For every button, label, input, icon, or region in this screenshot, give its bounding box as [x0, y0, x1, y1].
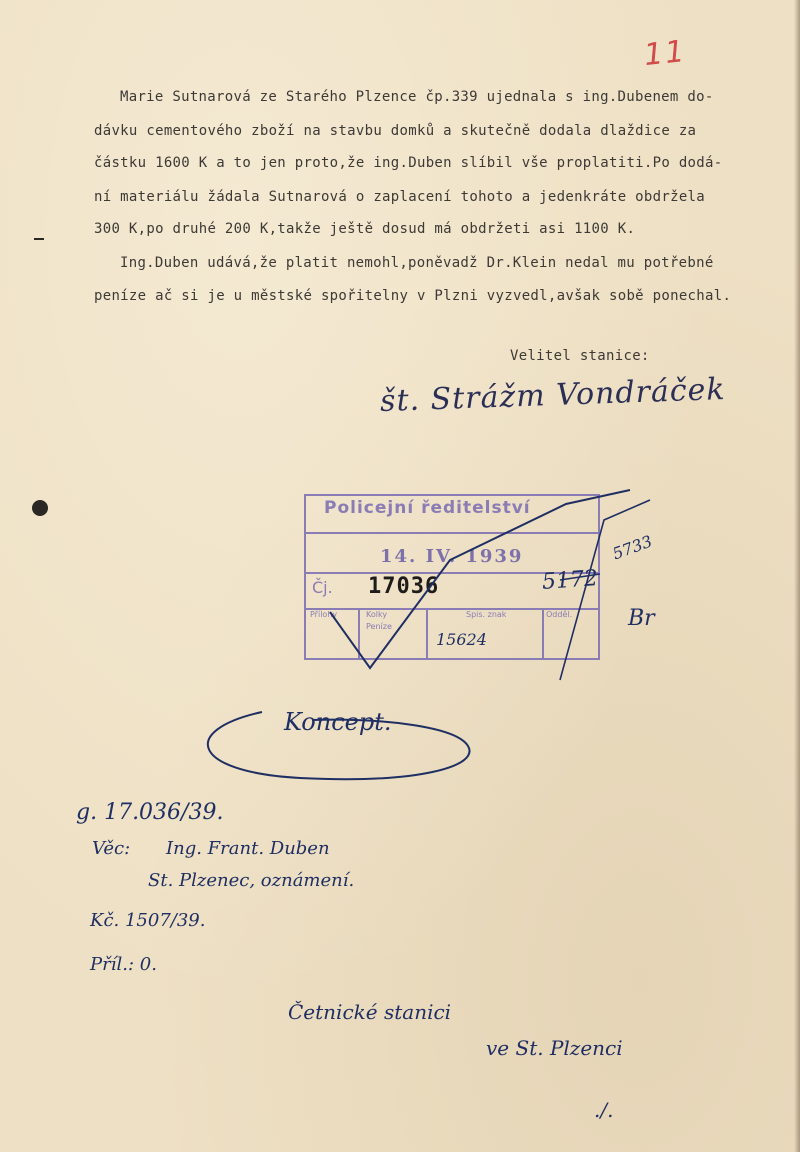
stamp-column-header: Kolky [366, 610, 388, 619]
stamp-handwritten-number-2: 5733 [609, 531, 655, 564]
stamp-column-header: Odděl. [546, 610, 573, 619]
body-line: ní materiálu žádala Sutnarová o zaplacení tohoto a jedenkráte obdržela [94, 189, 706, 205]
stamp-column-divider [426, 608, 428, 660]
stamp-column-header: Peníze [366, 622, 392, 631]
body-line: Marie Sutnarová ze Starého Plzence čp.339 ujednala s ing.Dubenem do- [120, 89, 714, 105]
addressee-line: Četnické stanici [288, 1000, 452, 1024]
stamp-initials: Br [628, 606, 655, 631]
stamp-column-header: Spis. znak [466, 610, 507, 619]
body-line: dávku cementového zboží na stavbu domků a skutečně dodala dlaždice za [94, 123, 697, 139]
folio-number: 11 [642, 33, 688, 74]
body-line: peníze ač si je u městské spořitelny v Plzni vyzvedl,avšak sobě ponechal. [94, 288, 732, 304]
body-line: částku 1600 K a to jen proto,že ing.Duben slíbil vše proplatiti.Po dodá- [94, 155, 723, 171]
subject-line: Ing. Frant. Duben [166, 838, 330, 859]
stamp-handwritten-number: 5172 [541, 566, 599, 595]
reference-number: Kč. 1507/39. [90, 910, 206, 931]
stamp-registration-number: 17036 [368, 574, 440, 599]
subject-label: Věc: [92, 838, 131, 859]
addressee-line: ve St. Plzenci [486, 1036, 623, 1060]
attachments-note: Příl.: 0. [90, 954, 157, 975]
file-reference: g. 17.036/39. [76, 800, 224, 825]
stamp-column-header: Přílohy [310, 610, 338, 619]
punch-hole [32, 500, 48, 516]
page-edge-shadow [794, 0, 800, 1152]
subject-line: St. Plzenec, oznámení. [148, 870, 355, 891]
signature: št. Strážm Vondráček [379, 371, 727, 420]
body-line: 300 K,po druhé 200 K,takže ještě dosud má obdržeti asi 1100 K. [94, 221, 636, 237]
fold-mark [34, 238, 44, 240]
stamp-column-divider [358, 608, 360, 660]
stamp-title: Policejní ředitelství [324, 498, 531, 518]
station-commander-label: Velitel stanice: [510, 348, 650, 364]
stamp-handwritten-number-3: 15624 [436, 630, 487, 649]
stamp-cj-label: Čj. [312, 578, 333, 597]
stamp-header-row [306, 496, 598, 534]
closing-mark: ./. [594, 1098, 614, 1122]
concept-label: Koncept. [284, 708, 392, 736]
body-line: Ing.Duben udává,že platit nemohl,poněvadž Dr.Klein nedal mu potřebné [120, 255, 714, 271]
stamp-column-divider [542, 608, 544, 660]
stamp-date: 14. IV. 1939 [380, 546, 524, 567]
